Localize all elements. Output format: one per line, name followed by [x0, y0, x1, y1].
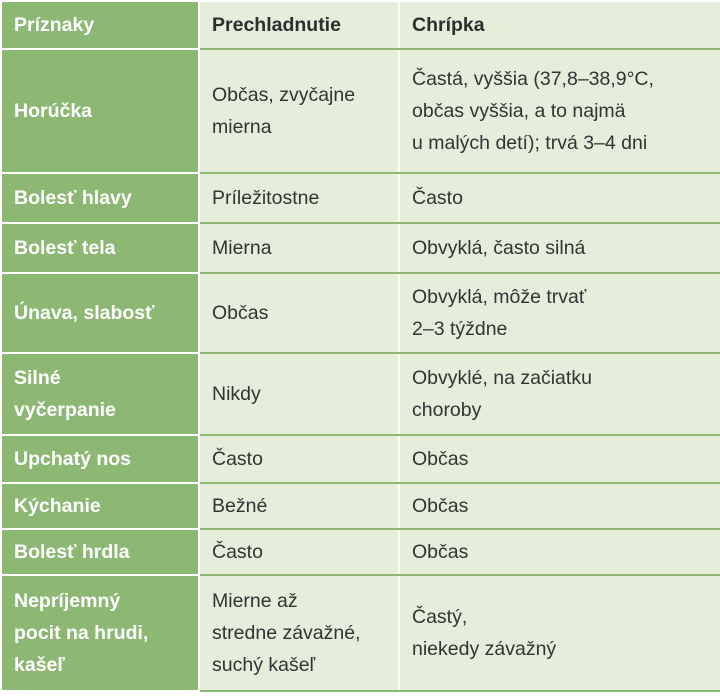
table-row: [1, 49, 720, 173]
table-row: [1, 273, 720, 353]
header-symptoms: Príznaky: [1, 1, 199, 49]
symptom-cell: Kýchanie: [1, 483, 199, 529]
table-row: [1, 575, 720, 691]
header-row: [1, 1, 720, 49]
cold-cell: Bežné: [199, 483, 399, 529]
symptom-cell: Bolesť hrdla: [1, 529, 199, 575]
table-row: [1, 223, 720, 273]
cold-cell: Mierna: [199, 223, 399, 273]
symptom-cell: Únava, slabosť: [1, 273, 199, 353]
flu-cell: Častý, niekedy závažný: [399, 575, 720, 691]
flu-cell: Častá, vyššia (37,8–38,9°C, občas vyššia, a to najmä u malých detí); trvá 3–4 dni: [399, 49, 720, 173]
cold-cell: Príležitostne: [199, 173, 399, 223]
symptom-cell: Horúčka: [1, 49, 199, 173]
flu-cell: Často: [399, 173, 720, 223]
symptom-cell: Nepríjemný pocit na hrudi, kašeľ: [1, 575, 199, 691]
symptom-cell: Silné vyčerpanie: [1, 353, 199, 435]
table-row: [1, 353, 720, 435]
table-row: [1, 435, 720, 483]
flu-cell: Obvyklé, na začiatku choroby: [399, 353, 720, 435]
cold-cell: Občas: [199, 273, 399, 353]
header-flu: Chrípka: [399, 1, 720, 49]
symptom-cell: Bolesť hlavy: [1, 173, 199, 223]
cold-cell: Často: [199, 529, 399, 575]
cold-cell: Nikdy: [199, 353, 399, 435]
cold-cell: Často: [199, 435, 399, 483]
flu-cell: Občas: [399, 435, 720, 483]
flu-cell: Obvyklá, často silná: [399, 223, 720, 273]
flu-cell: Občas: [399, 529, 720, 575]
flu-cell: Občas: [399, 483, 720, 529]
flu-cell: Obvyklá, môže trvať 2–3 týždne: [399, 273, 720, 353]
symptom-cell: Bolesť tela: [1, 223, 199, 273]
cold-cell: Mierne až stredne závažné, suchý kašeľ: [199, 575, 399, 691]
cold-cell: Občas, zvyčajne mierna: [199, 49, 399, 173]
symptom-cell: Upchatý nos: [1, 435, 199, 483]
header-cold: Prechladnutie: [199, 1, 399, 49]
table-row: [1, 173, 720, 223]
table-row: [1, 483, 720, 529]
table-row: [1, 529, 720, 575]
